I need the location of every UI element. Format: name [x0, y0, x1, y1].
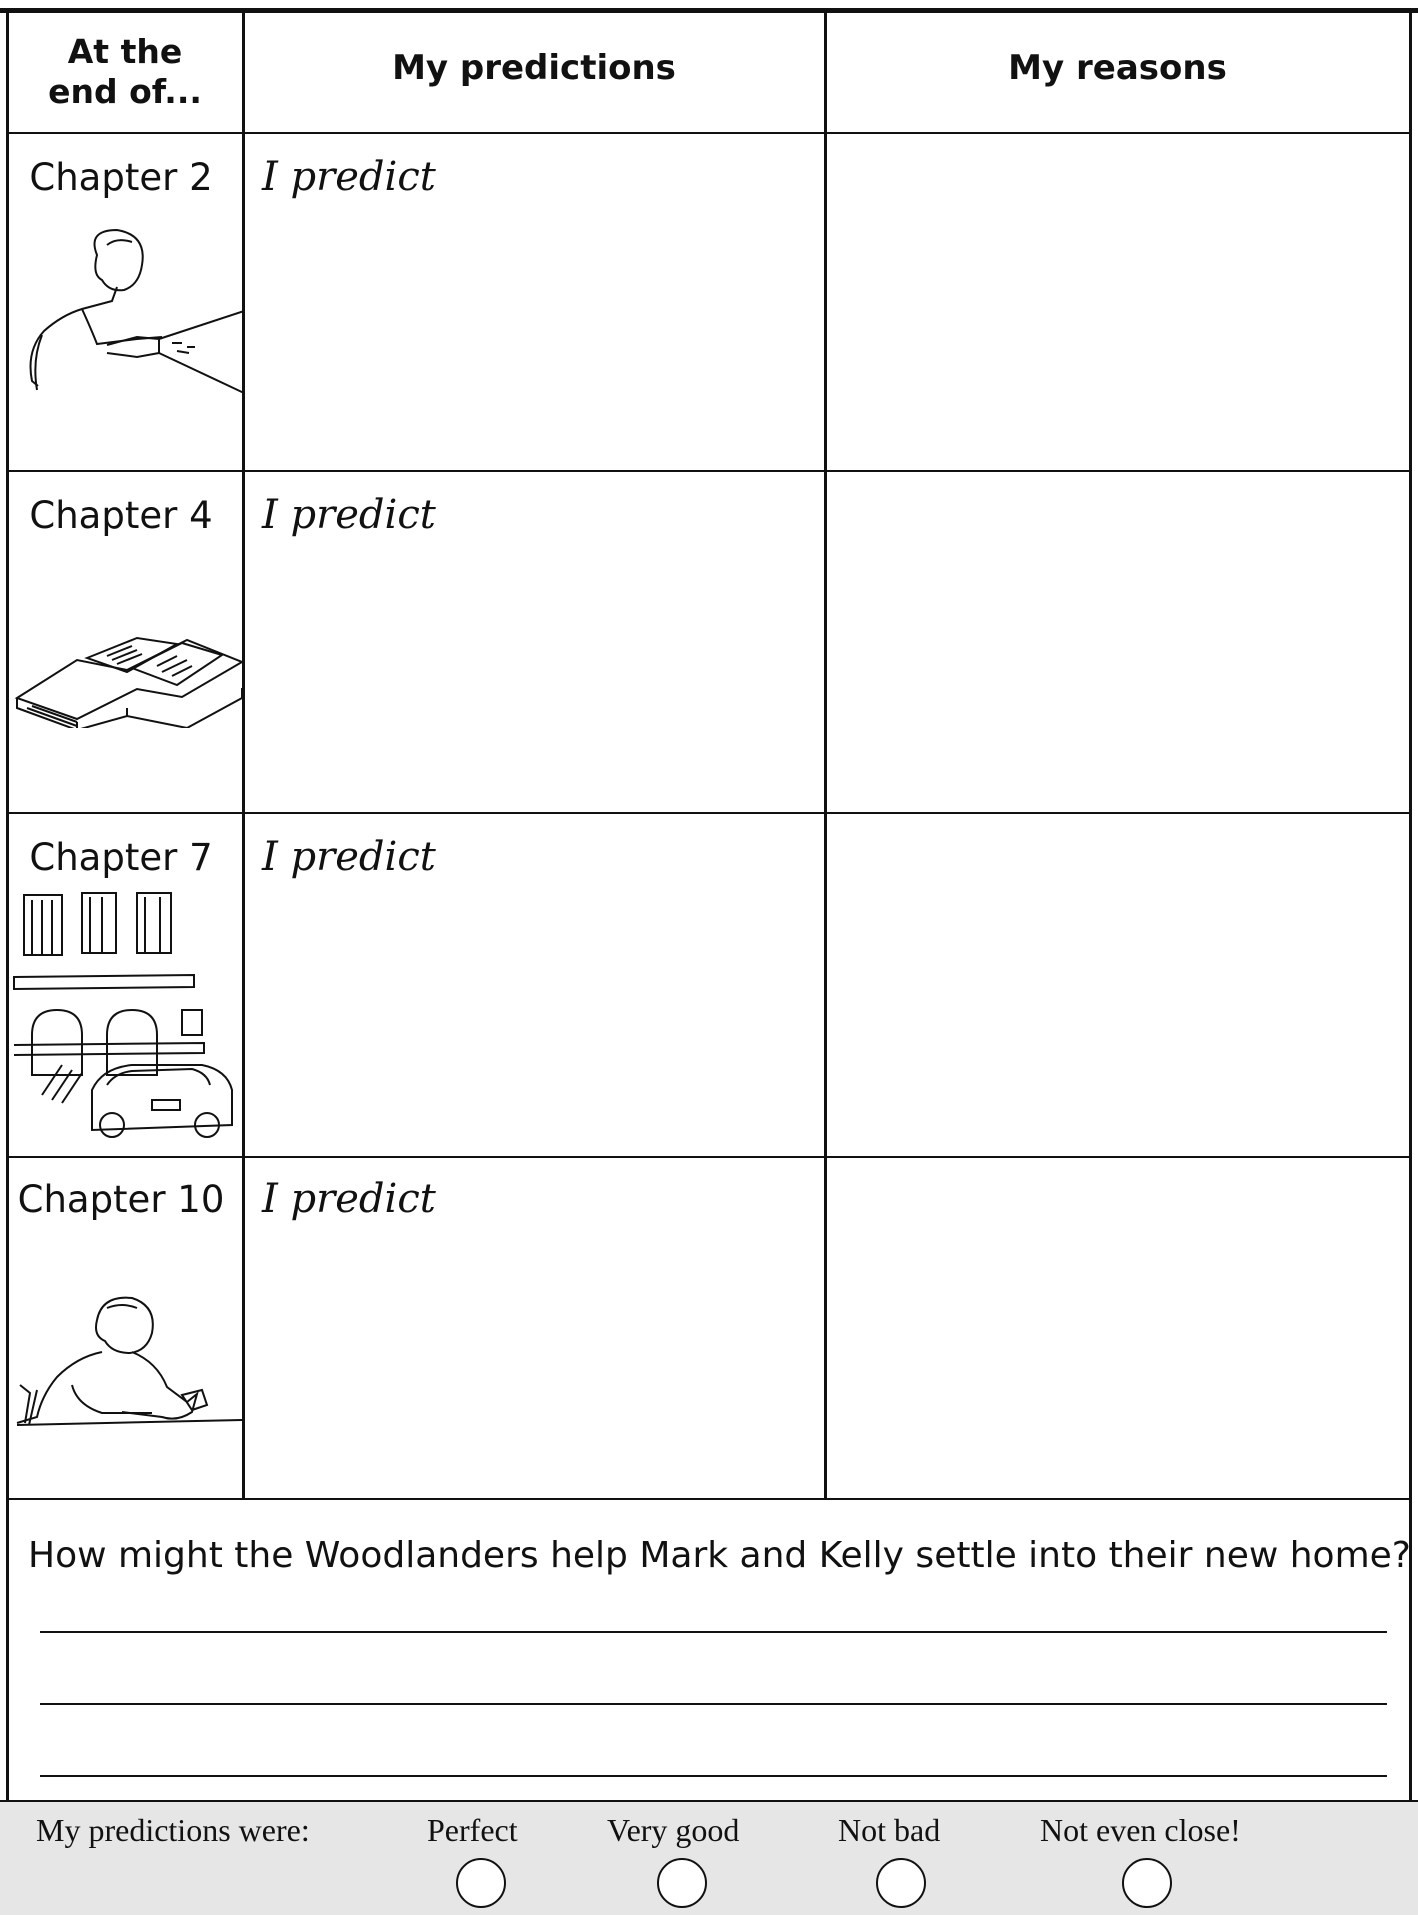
header-my-reasons: My reasons	[1008, 48, 1227, 88]
table-bottom-border	[6, 1498, 1412, 1500]
predict-prompt: I predict	[262, 1176, 436, 1222]
answer-line[interactable]	[40, 1775, 1387, 1777]
rating-option-label: Very good	[607, 1812, 740, 1848]
rating-bubble-not-even-close[interactable]	[1122, 1858, 1172, 1908]
row-divider	[6, 812, 1412, 814]
chapter-label: Chapter 4	[29, 494, 213, 537]
rating-bubble-very-good[interactable]	[657, 1858, 707, 1908]
header-line: At the	[67, 32, 183, 71]
header-line: end of...	[48, 72, 202, 111]
rating-option-label: Not even close!	[1040, 1812, 1241, 1848]
rating-bubble-not-bad[interactable]	[876, 1858, 926, 1908]
chapter-label: Chapter 7	[29, 836, 213, 879]
column-divider-1	[242, 8, 245, 1500]
predict-prompt: I predict	[262, 834, 436, 880]
chapter-label: Chapter 10	[17, 1178, 225, 1221]
row-divider	[6, 1156, 1412, 1158]
chapter-label: Chapter 2	[29, 156, 213, 199]
boy-flashlight-icon	[12, 225, 242, 395]
rating-option-label: Perfect	[427, 1812, 518, 1848]
rating-option-label: Not bad	[838, 1812, 941, 1848]
right-border	[1409, 8, 1412, 1800]
question-text: How might the Woodlanders help Mark and Kelly settle into their new home?	[28, 1535, 1411, 1576]
answer-line[interactable]	[40, 1631, 1387, 1633]
header-my-predictions: My predictions	[392, 48, 676, 88]
left-border	[6, 8, 9, 1800]
predict-prompt: I predict	[262, 154, 436, 200]
open-book-icon	[12, 628, 242, 728]
column-divider-2	[824, 8, 827, 1500]
header-divider	[6, 132, 1412, 134]
header-at-the-end-of	[8, 32, 242, 112]
rating-label: My predictions were:	[36, 1812, 310, 1848]
street-car-icon	[12, 885, 242, 1145]
top-border	[0, 8, 1418, 13]
predict-prompt: I predict	[262, 492, 436, 538]
rating-bubble-perfect[interactable]	[456, 1858, 506, 1908]
answer-line[interactable]	[40, 1703, 1387, 1705]
boy-reading-icon	[12, 1290, 242, 1440]
row-divider	[6, 470, 1412, 472]
